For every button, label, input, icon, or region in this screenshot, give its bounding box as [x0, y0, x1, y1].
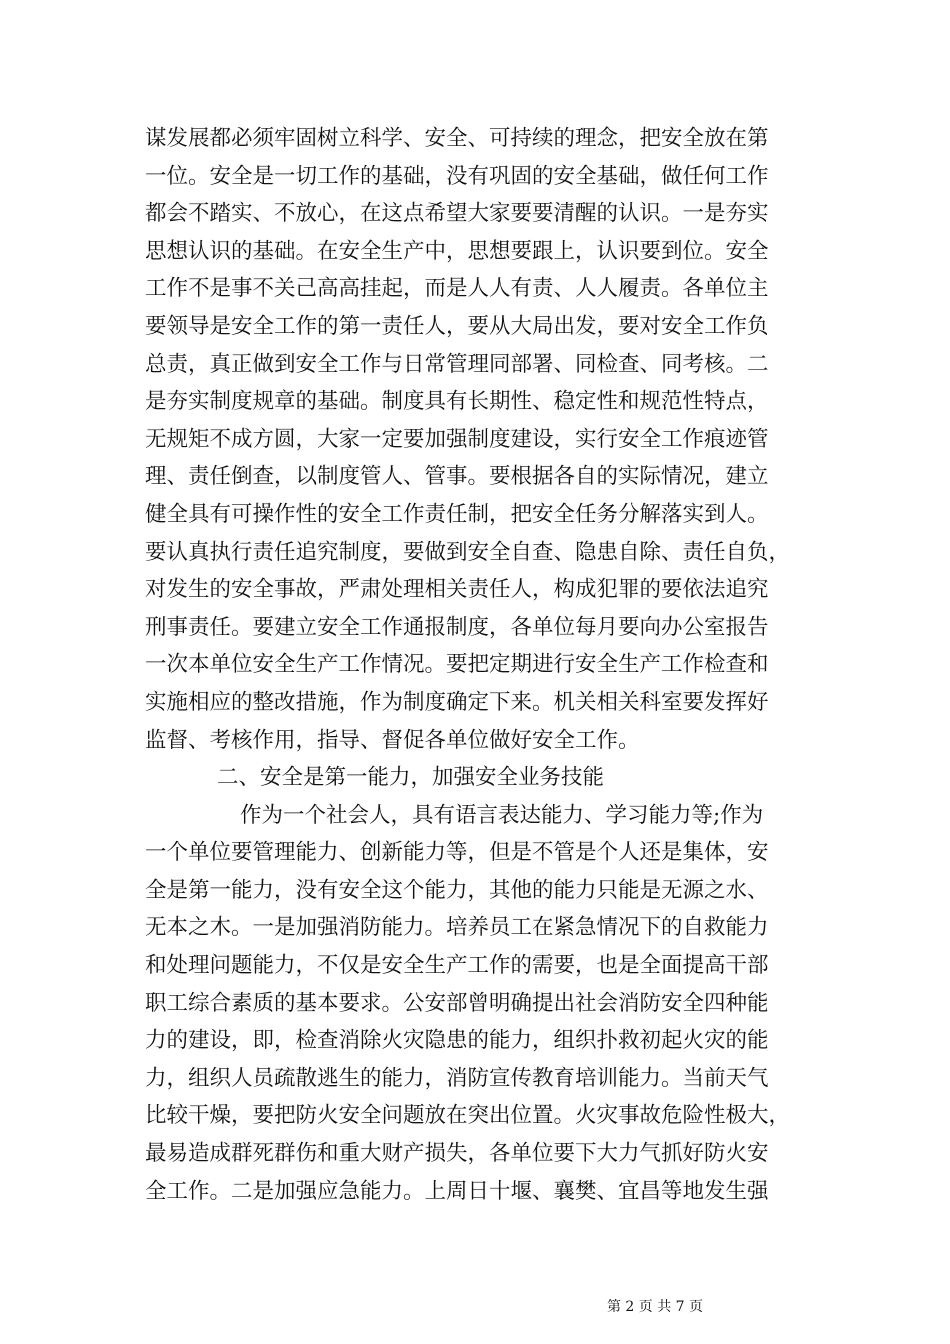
section-line: 作为一个社会人，具有语言表达能力、学习能力等;作为: [240, 802, 764, 828]
body-line: 实施相应的整改措施，作为制度确定下来。机关相关科室要发挥好: [145, 689, 769, 715]
body-line: 要领导是安全工作的第一责任人，要从大局出发，要对安全工作负: [145, 313, 769, 339]
body-line: 都会不踏实、不放心，在这点希望大家要要清醒的认识。一是夯实: [145, 201, 769, 227]
body-line: 是夯实制度规章的基础。制度具有长期性、稳定性和规范性特点，: [145, 389, 769, 415]
page-number-footer: 第 2 页 共 7 页: [606, 1299, 704, 1315]
body-line: 对发生的安全事故，严肃处理相关责任人，构成犯罪的要依法追究: [145, 577, 769, 603]
body-line: 一位。安全是一切工作的基础，没有巩固的安全基础，做任何工作: [145, 163, 769, 189]
body-line: 监督、考核作用，指导、督促各单位做好安全工作。: [145, 727, 640, 753]
body-line: 总责，真正做到安全工作与日常管理同部署、同检查、同考核。二: [145, 351, 769, 377]
section-line: 全工作。二是加强应急能力。上周日十堰、襄樊、宜昌等地发生强: [145, 1178, 769, 1204]
body-line: 谋发展都必须牢固树立科学、安全、可持续的理念，把安全放在第: [145, 126, 769, 151]
section-line: 力，组织人员疏散逃生的能力，消防宣传教育培训能力。当前天气: [145, 1065, 769, 1091]
section-line: 职工综合素质的基本要求。公安部曾明确提出社会消防安全四种能: [145, 990, 769, 1016]
section-line: 无本之木。一是加强消防能力。培养员工在紧急情况下的自救能力: [145, 915, 769, 941]
body-line: 无规矩不成方圆，大家一定要加强制度建设，实行安全工作痕迹管: [145, 426, 769, 452]
body-line: 理、责任倒查，以制度管人、管事。要根据各自的实际情况，建立: [145, 464, 769, 490]
section-line: 和处理问题能力，不仅是安全生产工作的需要，也是全面提高干部: [145, 953, 769, 979]
body-line: 刑事责任。要建立安全工作通报制度，各单位每月要向办公室报告: [145, 614, 769, 640]
document-body: [145, 120, 825, 1210]
body-line: 工作不是事不关己高高挂起，而是人人有责、人人履责。各单位主: [145, 276, 769, 302]
section-line: 全是第一能力，没有安全这个能力，其他的能力只能是无源之水、: [145, 877, 769, 903]
section-line: 最易造成群死群伤和重大财产损失，各单位要下大力气抓好防火安: [145, 1141, 769, 1167]
section-line: 比较干燥，要把防火安全问题放在突出位置。火灾事故危险性极大，: [145, 1103, 791, 1129]
body-line: 思想认识的基础。在安全生产中，思想要跟上，认识要到位。安全: [145, 238, 769, 264]
section-heading: 二、安全是第一能力，加强安全业务技能: [217, 765, 605, 791]
section-line: 力的建设，即，检查消除火灾隐患的能力，组织扑救初起火灾的能: [145, 1028, 769, 1054]
body-line: 要认真执行责任追究制度，要做到安全自查、隐患自除、责任自负，: [145, 539, 791, 565]
body-line: 健全具有可操作性的安全工作责任制，把安全任务分解落实到人。: [145, 501, 769, 527]
section-line: 一个单位要管理能力、创新能力等，但是不管是个人还是集体，安: [145, 840, 769, 866]
body-line: 一次本单位安全生产工作情况。要把定期进行安全生产工作检查和: [145, 652, 769, 678]
